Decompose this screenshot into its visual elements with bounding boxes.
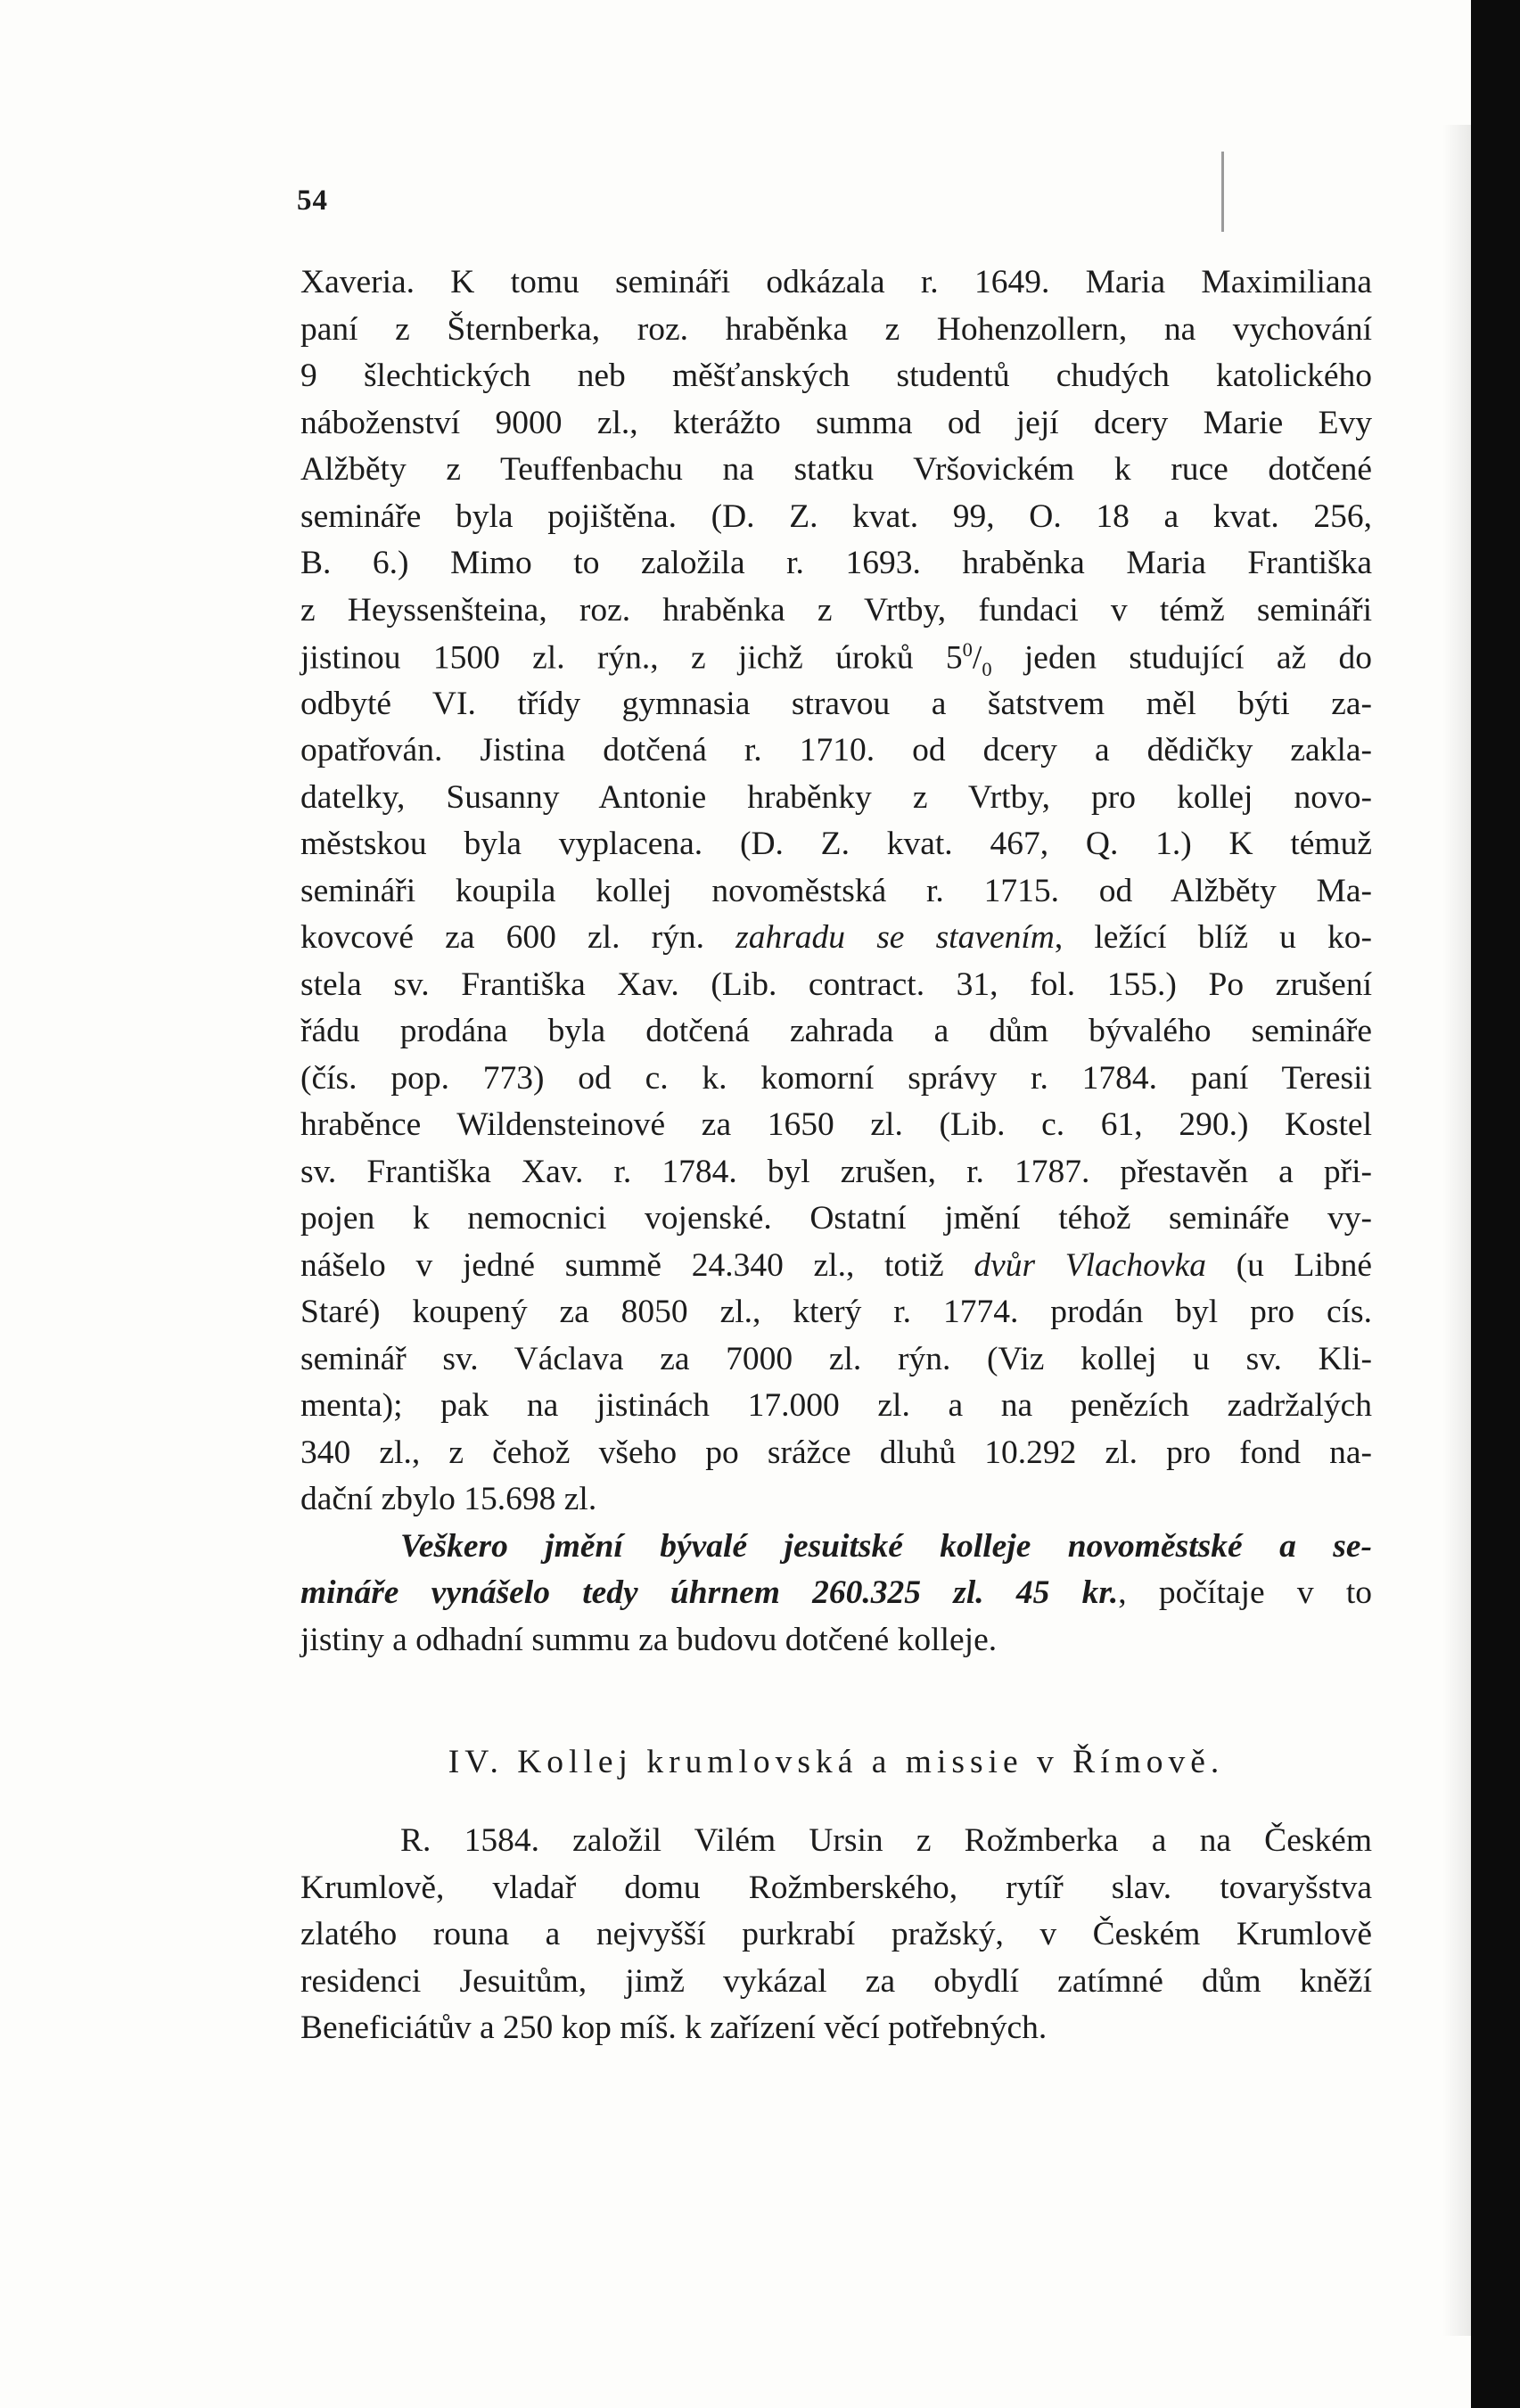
text-line: zlatého rouna a nejvyšší purkrabí pražský, v Českém Krumlově: [300, 1916, 1372, 1952]
summary-line: [300, 1576, 1372, 1623]
text-line: datelky, Susanny Antonie hraběnky z Vrtby, pro kollej novo-: [300, 778, 1372, 816]
text-line: menta); pak na jistinách 17.000 zl. a na penězích zadržalých: [300, 1387, 1372, 1424]
text-line: z Heyssenšteina, roz. hraběnka z Vrtby, fundaci v témž semináři: [300, 591, 1372, 629]
text-line: R. 1584. založil Vilém Ursin z Rožmberka a na Českém: [400, 1822, 1372, 1859]
text-line: Alžběty z Teuffenbachu na statku Vršovickém k ruce dotčené: [300, 451, 1372, 488]
section-paragraph: [300, 1824, 1372, 2059]
text-line: opatřován. Jistina dotčená r. 1710. od dcery a dědičky zakla-: [300, 732, 1372, 768]
text-line: (čís. pop. 773) od c. k. komorní správy r. 1784. paní Teresii: [300, 1059, 1372, 1097]
text-line-garden: [300, 921, 1372, 968]
percent-sup: 0: [962, 638, 973, 661]
text-segment: nášelo v jedné summě 24.340 zl., totiž: [300, 1246, 974, 1284]
text-line-percent: [300, 640, 1372, 687]
text-line: stela sv. Františka Xav. (Lib. contract. 31, fol. 155.) Po zrušení: [300, 966, 1372, 1003]
percent-slash: /: [972, 639, 982, 677]
text-segment: , ležící blíž u ko-: [1054, 919, 1372, 956]
scan-border: [1471, 0, 1520, 2408]
text-line: řádu prodána byla dotčená zahrada a dům bývalého semináře: [300, 1013, 1372, 1049]
text-line: paní z Šternberka, roz. hraběnka z Hohenzollern, na vychování: [300, 310, 1372, 348]
text-line: 9 šlechtických neb měšťanských studentů chudých katolického: [300, 358, 1372, 394]
text-line: dační zbylo 15.698 zl.: [300, 1481, 597, 1517]
text-line: 340 zl., z čehož všeho po srážce dluhů 10.292 zl. pro fond na-: [300, 1434, 1372, 1471]
italic-phrase: dvůr Vlachovka: [974, 1246, 1206, 1284]
text-line: B. 6.) Mimo to založila r. 1693. hraběnka Maria Františka: [300, 545, 1372, 581]
text-line-dvur: [300, 1246, 1373, 1296]
text-line: residenci Jesuitům, jimž vykázal za obydlí zatímné dům kněží: [300, 1962, 1372, 2000]
text-segment: kovcové za 600 zl. rýn.: [300, 919, 736, 956]
text-line: Staré) koupený za 8050 zl., který r. 1774. prodán byl pro cís.: [300, 1294, 1372, 1330]
text-segment: (u Libné: [1205, 1246, 1373, 1284]
italic-phrase: zahradu se stavením: [735, 919, 1055, 956]
text-segment: , počítaje v to: [1118, 1574, 1372, 1611]
text-line: hraběnce Wildensteinové za 1650 zl. (Lib. c. 61, 290.) Kostel: [300, 1106, 1372, 1143]
text-line: sv. Františka Xav. r. 1784. byl zrušen, r. 1787. přestavěn a při-: [300, 1153, 1372, 1190]
summary-italic: mináře vynášelo tedy úhrnem 260.325 zl. 45 kr.: [300, 1574, 1119, 1611]
text-line: seminář sv. Václava za 7000 zl. rýn. (Viz kollej u sv. Kli-: [300, 1340, 1372, 1377]
page-number: 54: [297, 185, 328, 217]
text-line: semináři koupila kollej novoměstská r. 1715. od Alžběty Ma-: [300, 872, 1372, 909]
text-segment: jeden studující až do: [991, 639, 1372, 677]
percent-sub: 0: [982, 658, 992, 680]
text-line: Xaveria. K tomu semináři odkázala r. 1649. Maria Maximiliana: [300, 264, 1372, 300]
text-line: odbyté VI. třídy gymnasia stravou a šatstvem měl býti za-: [300, 685, 1372, 722]
text-segment: jistinou 1500 zl. rýn., z jichž úroků 5: [300, 639, 963, 677]
text-line: semináře byla pojištěna. (D. Z. kvat. 99, O. 18 a kvat. 256,: [300, 497, 1372, 535]
text-line: Beneficiátův a 250 kop míš. k zařízení věcí potřebných.: [300, 2009, 1048, 2046]
body-paragraph: [300, 266, 1372, 1670]
summary-line: jistiny a odhadní summu za budovu dotčené kolleje.: [300, 1621, 998, 1658]
text-line: pojen k nemocnici vojenské. Ostatní jmění téhož semináře vy-: [300, 1200, 1372, 1237]
text-line: městskou byla vyplacena. (D. Z. kvat. 467, Q. 1.) K témuž: [300, 826, 1372, 862]
scan-shadow: [1442, 125, 1471, 2336]
text-line: náboženství 9000 zl., kterážto summa od její dcery Marie Evy: [300, 404, 1372, 441]
scan-mark: [1221, 152, 1224, 232]
section-heading: IV. Kollej krumlovská a missie v Římově.: [448, 1744, 1225, 1780]
text-line: Krumlově, vladař domu Rožmberského, rytíř slav. tovaryšstva: [300, 1869, 1372, 1906]
summary-line: Veškero jmění bývalé jesuitské kolleje novoměstské a se-: [400, 1527, 1372, 1565]
